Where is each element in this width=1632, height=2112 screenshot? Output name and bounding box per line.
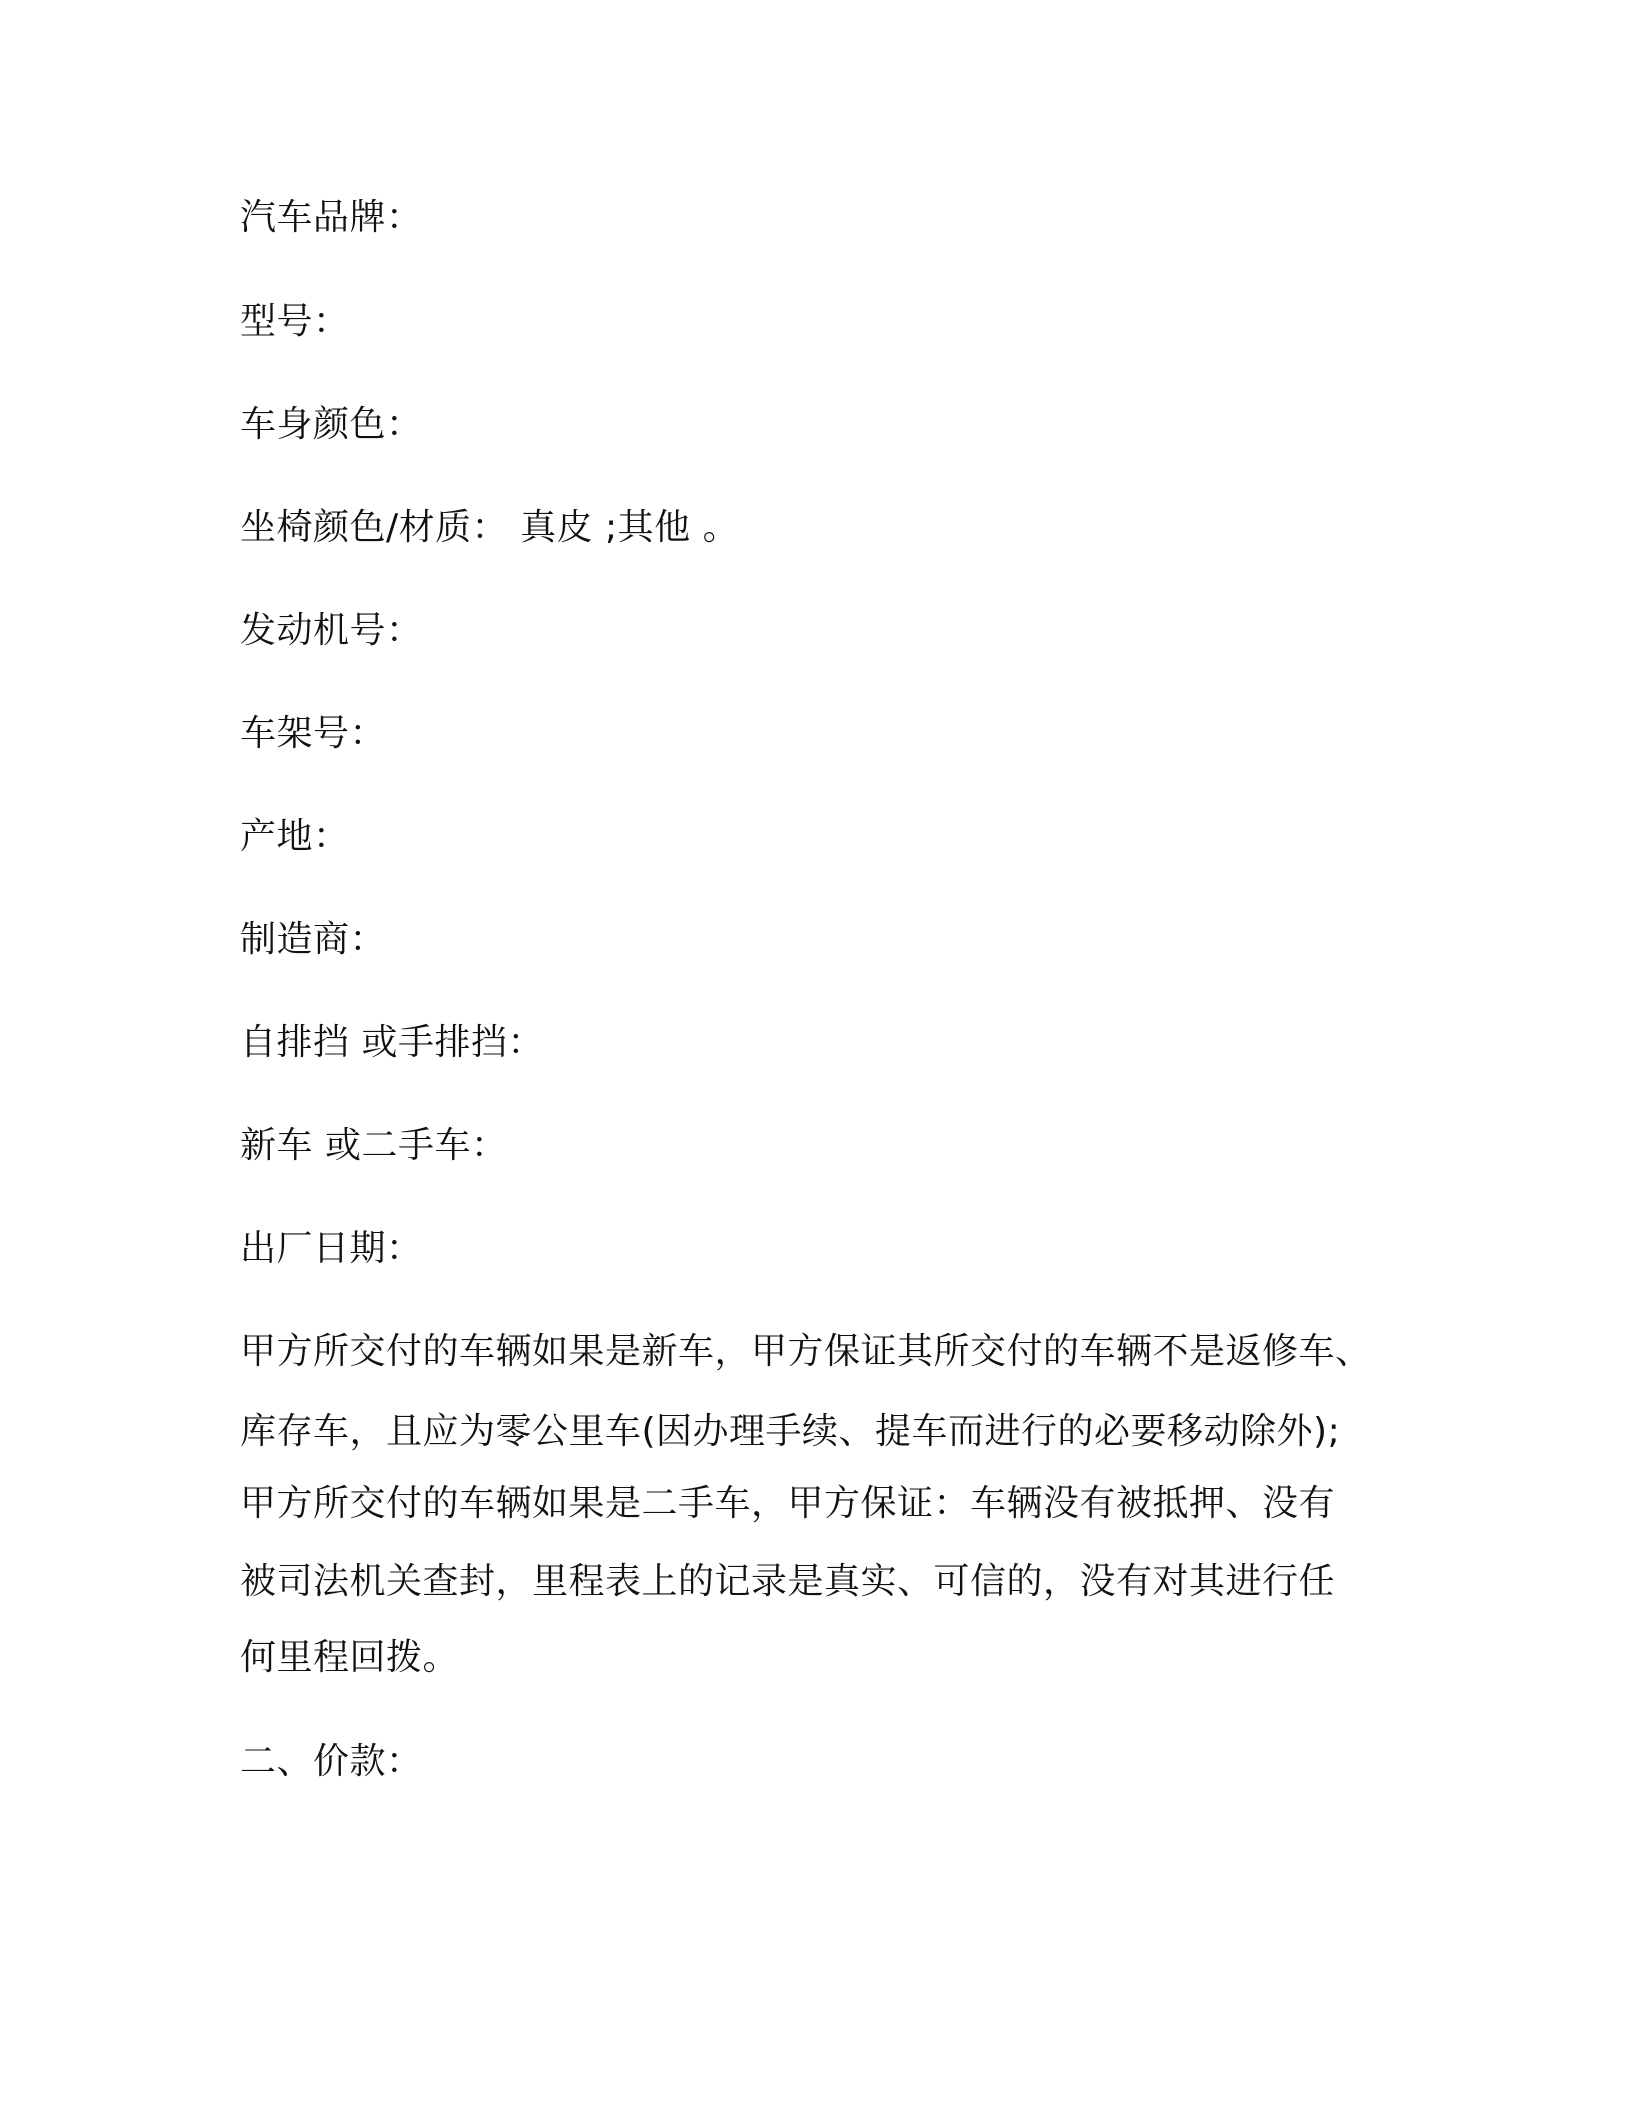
paragraph-line: 何里程回拨。 [240,1637,460,1678]
field-car-brand: 汽车品牌： [240,197,423,238]
section-heading-price: 二、价款： [240,1741,423,1782]
field-engine-number: 发动机号： [240,610,423,651]
paragraph-line: 甲方所交付的车辆如果是二手车，甲方保证：车辆没有被抵押、没有 [240,1483,1336,1524]
field-body-color: 车身颜色： [240,404,423,445]
field-seat-color-material: 坐椅颜色/材质： 真皮 ;其他 。 [240,507,740,548]
paragraph-line: 被司法机关查封，里程表上的记录是真实、可信的，没有对其进行任 [240,1561,1336,1602]
paragraph-line: 库存车，且应为零公里车(因办理手续、提车而进行的必要移动除外); [240,1411,1341,1452]
guarantee-paragraph [240,1330,1400,1680]
field-new-or-used: 新车 或二手车： [240,1125,508,1166]
field-origin: 产地： [240,816,350,857]
field-model: 型号： [240,301,350,342]
field-transmission: 自排挡 或手排挡： [240,1022,544,1063]
field-manufacturer: 制造商： [240,919,387,960]
field-manufacture-date: 出厂日期： [240,1228,423,1269]
paragraph-line: 甲方所交付的车辆如果是新车，甲方保证其所交付的车辆不是返修车、 [240,1331,1372,1372]
field-frame-number: 车架号： [240,713,387,754]
